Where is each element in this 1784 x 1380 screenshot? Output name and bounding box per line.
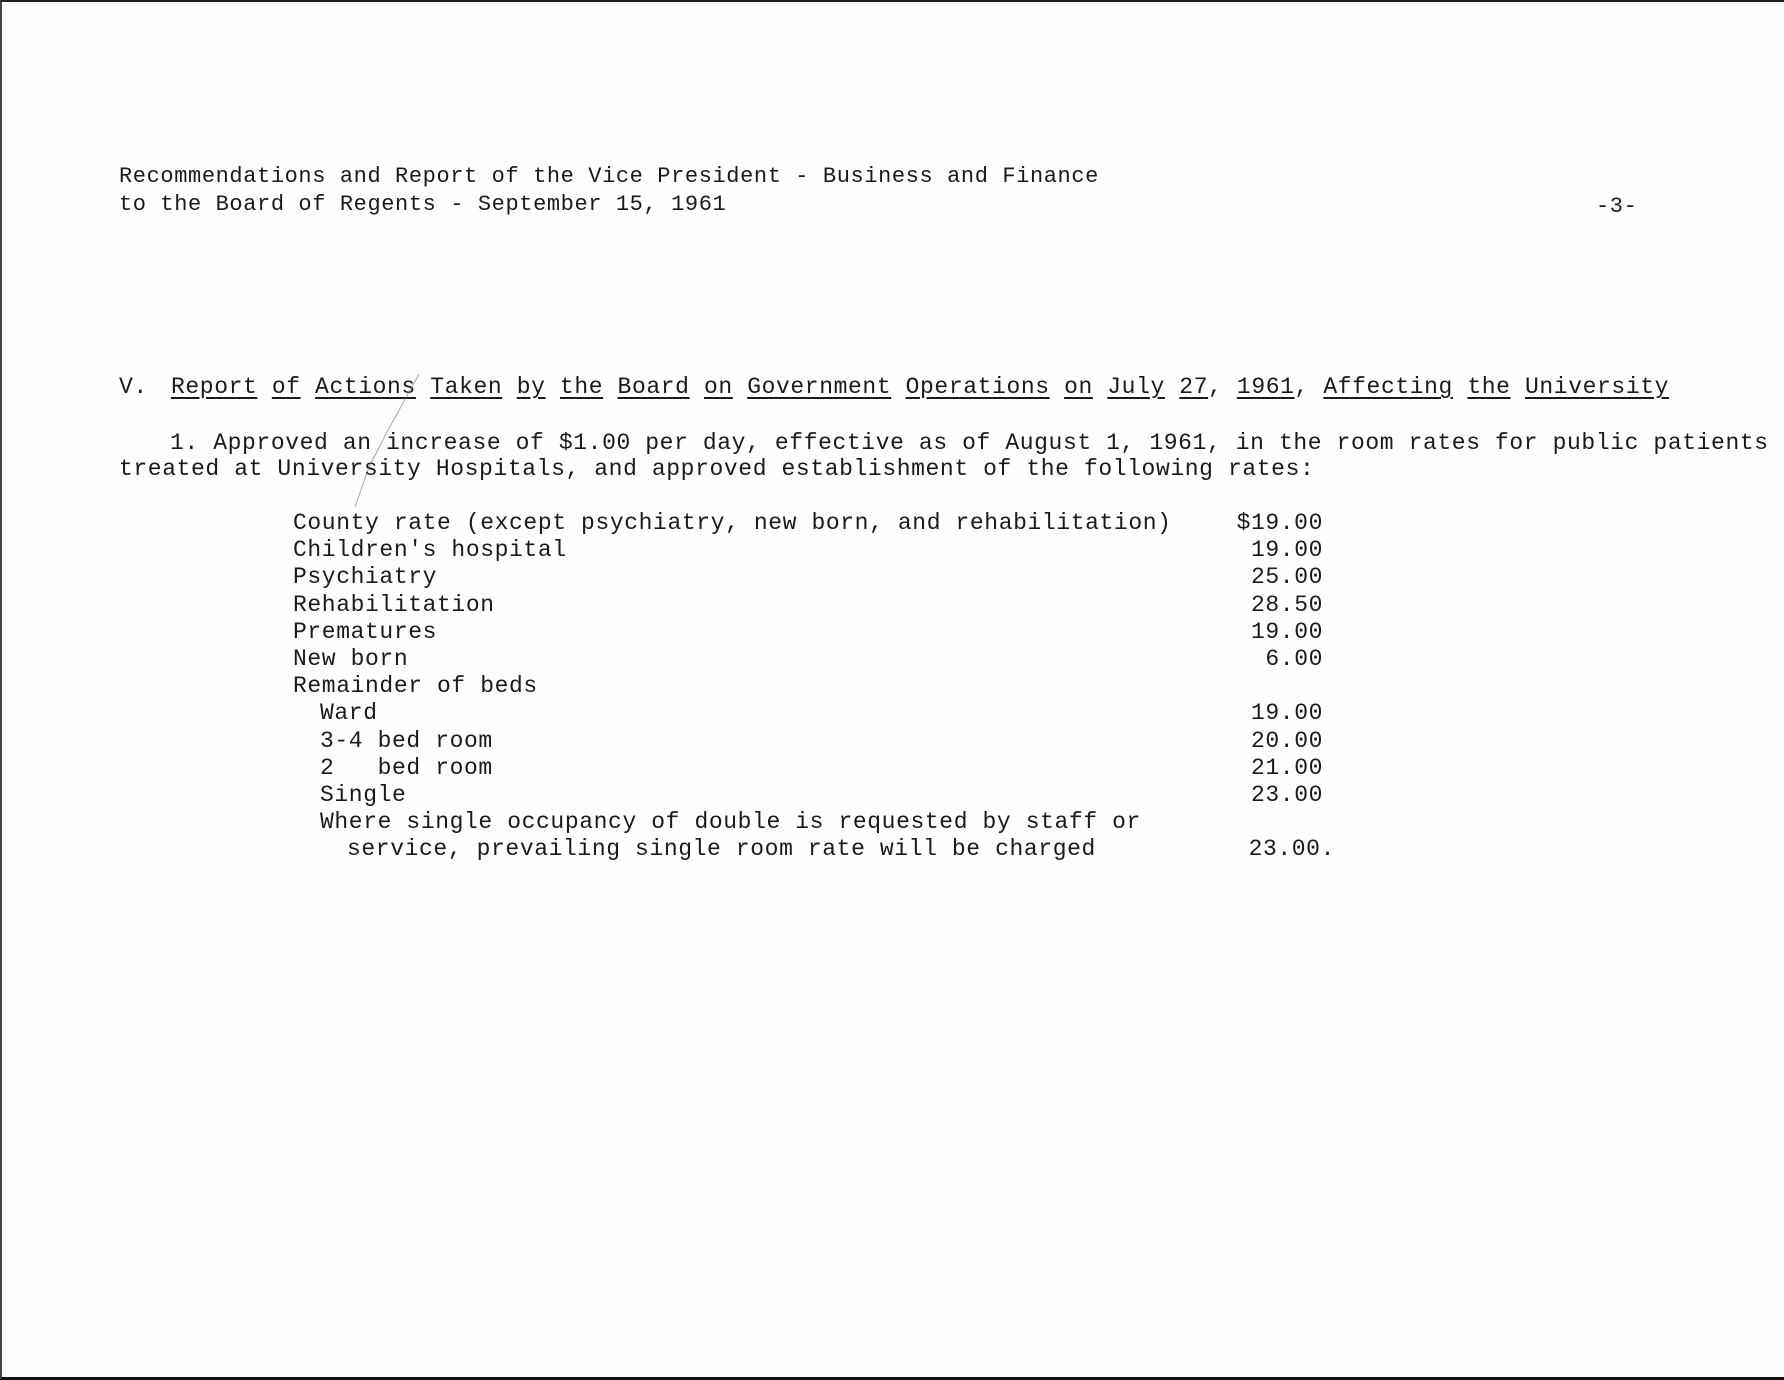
section-heading-word: by [516, 374, 546, 400]
rate-value: 21.00 [1250, 754, 1323, 781]
pencil-mark [347, 372, 422, 512]
section-heading-word: Government [747, 374, 892, 400]
rate-value: 28.50 [1250, 591, 1323, 618]
paragraph-line-2: treated at University Hospitals, and approved establishment of the following rates: [119, 456, 1315, 482]
rate-row [293, 782, 1323, 809]
section-heading: Report of Actions Taken by the Board on Government Operations on July 27, 1961, Affecting the University [171, 374, 1670, 400]
section-heading-word: the [1467, 374, 1511, 400]
rate-row [293, 809, 1323, 836]
header-title-line1: Recommendations and Report of the Vice President - Business and Finance [119, 164, 1099, 189]
section-heading-word: the [559, 374, 604, 400]
rate-row [293, 592, 1323, 619]
section-heading-word: on [1064, 374, 1093, 400]
rate-row [293, 836, 1335, 863]
rate-row [293, 755, 1323, 782]
rates-table [293, 510, 1335, 863]
rate-value: 19.00 [1250, 618, 1323, 645]
rate-value: 19.00 [1250, 700, 1323, 727]
rate-label: Single [320, 781, 407, 808]
section-heading-word: on [703, 374, 733, 400]
rate-row [293, 619, 1323, 646]
section-heading-word: July [1107, 374, 1165, 400]
rate-row [293, 564, 1323, 591]
rate-label: Where single occupancy of double is requested by staff or [320, 809, 1141, 836]
rate-row [293, 728, 1323, 755]
paragraph-line-1: 1. Approved an increase of $1.00 per day, effective as of August 1, 1961, in the room rates for public patients [170, 430, 1769, 456]
rate-row [293, 673, 1323, 700]
rate-value: $19.00 [1236, 510, 1323, 536]
rate-value: 19.00 [1250, 537, 1323, 564]
section-heading-word: Taken [430, 374, 503, 400]
section-number: V. [119, 374, 148, 400]
rate-label: Ward [320, 700, 378, 727]
section-heading-word: Affecting [1323, 374, 1453, 400]
rate-row [293, 646, 1323, 673]
section-heading-word: 1961 [1236, 374, 1295, 400]
rate-label: County rate (except psychiatry, new born, and rehabilitation) [293, 510, 1172, 536]
rate-label: New born [293, 645, 409, 672]
section-heading-word: Operations [905, 374, 1050, 400]
section-heading-word: Board [617, 374, 690, 400]
rate-label: Children's hospital [293, 537, 567, 564]
rate-label: Rehabilitation [293, 591, 495, 618]
rate-row [293, 510, 1323, 537]
rate-label: service, prevailing single room rate will be charged [347, 836, 1096, 863]
rate-value: 23.00 [1250, 781, 1323, 808]
rate-value: 23.00. [1248, 836, 1335, 863]
rate-label: Prematures [293, 618, 438, 645]
rate-label: Remainder of beds [293, 673, 538, 700]
rate-value: 6.00 [1265, 645, 1323, 672]
rate-label: 3-4 bed room [320, 727, 493, 754]
rate-label: 2 bed room [320, 754, 493, 781]
section-heading-word: Report [171, 374, 258, 400]
section-heading-word: University [1525, 374, 1670, 400]
section-heading-word: of [271, 374, 301, 400]
rate-row [293, 537, 1323, 564]
page-number: -3- [1596, 194, 1638, 219]
rate-value: 20.00 [1250, 727, 1323, 754]
rate-row [293, 700, 1323, 727]
rate-label: Psychiatry [293, 564, 438, 591]
header-title-line2: to the Board of Regents - September 15, 1961 [119, 192, 727, 217]
section-heading-word: 27 [1179, 374, 1209, 400]
section-heading-word: Actions [315, 374, 416, 400]
rate-value: 25.00 [1250, 564, 1323, 591]
